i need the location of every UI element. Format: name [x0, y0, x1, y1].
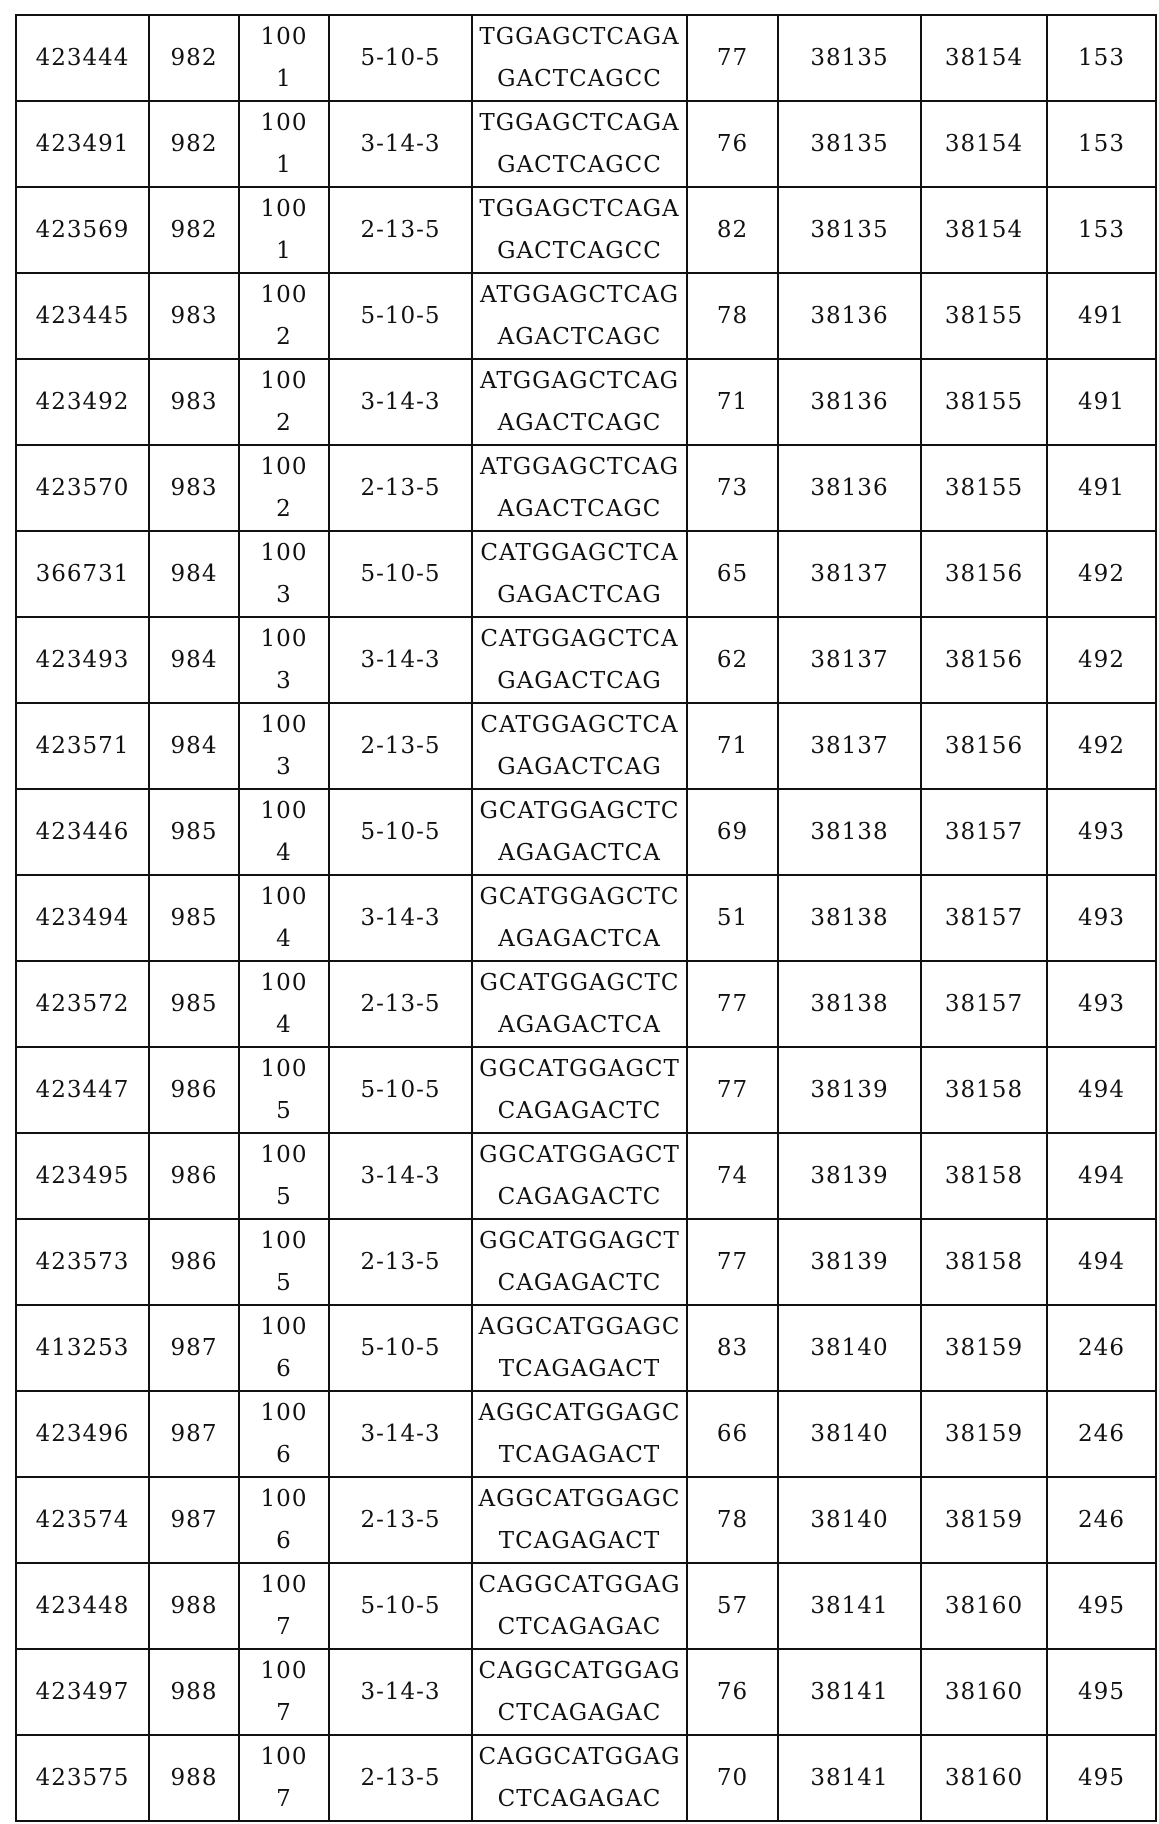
- motif-cell: 2-13-5: [329, 1219, 472, 1305]
- stop-site-line-2: 2: [276, 496, 292, 522]
- seq-id-cell: 491: [1047, 273, 1156, 359]
- table-row: [16, 1133, 1156, 1219]
- target-start-cell: 38135: [778, 15, 921, 101]
- isis-no-cell: 423575: [16, 1735, 149, 1821]
- stop-site-cell: [239, 1477, 329, 1563]
- start-site-cell: 985: [149, 961, 239, 1047]
- stop-site-cell: [239, 187, 329, 273]
- stop-site-cell: [239, 961, 329, 1047]
- motif-cell: 3-14-3: [329, 101, 472, 187]
- target-start-cell: 38140: [778, 1477, 921, 1563]
- motif-cell: 2-13-5: [329, 445, 472, 531]
- table-row: [16, 1735, 1156, 1821]
- stop-site-line-2: 3: [276, 754, 292, 780]
- sequence-cell: [472, 1477, 687, 1563]
- target-stop-cell: 38155: [921, 445, 1047, 531]
- table-row: [16, 1391, 1156, 1477]
- seq-id-cell: 492: [1047, 617, 1156, 703]
- isis-no-cell: 423493: [16, 617, 149, 703]
- sequence-line-2: GAGACTCAG: [497, 582, 662, 608]
- target-stop-cell: 38154: [921, 15, 1047, 101]
- target-start-cell: 38140: [778, 1391, 921, 1477]
- stop-site-line-2: 6: [276, 1442, 292, 1468]
- target-stop-cell: 38157: [921, 789, 1047, 875]
- target-stop-cell: 38160: [921, 1563, 1047, 1649]
- motif-cell: 3-14-3: [329, 359, 472, 445]
- table-row: [16, 961, 1156, 1047]
- sequence-line-2: AGACTCAGC: [497, 324, 662, 350]
- sequence-line-1: CAGGCATGGAG: [478, 1744, 681, 1770]
- table-body: [16, 15, 1156, 1821]
- target-start-cell: 38135: [778, 101, 921, 187]
- isis-no-cell: 423569: [16, 187, 149, 273]
- seq-id-cell: 493: [1047, 961, 1156, 1047]
- stop-site-cell: [239, 531, 329, 617]
- motif-cell: 2-13-5: [329, 1735, 472, 1821]
- sequence-cell: [472, 15, 687, 101]
- seq-id-cell: 246: [1047, 1477, 1156, 1563]
- inhibition-cell: 83: [687, 1305, 778, 1391]
- sequence-cell: [472, 273, 687, 359]
- inhibition-cell: 77: [687, 15, 778, 101]
- sequence-line-2: CTCAGAGAC: [497, 1786, 662, 1812]
- sequence-cell: [472, 101, 687, 187]
- stop-site-line-2: 4: [276, 926, 292, 952]
- target-stop-cell: 38155: [921, 359, 1047, 445]
- sequence-cell: [472, 961, 687, 1047]
- sequence-cell: [472, 1563, 687, 1649]
- start-site-cell: 988: [149, 1735, 239, 1821]
- table-row: [16, 1305, 1156, 1391]
- sequence-line-2: GACTCAGCC: [497, 238, 662, 264]
- stop-site-line-1: 100: [260, 1228, 308, 1254]
- stop-site-cell: [239, 1133, 329, 1219]
- target-stop-cell: 38154: [921, 187, 1047, 273]
- target-stop-cell: 38159: [921, 1305, 1047, 1391]
- sequence-line-1: CATGGAGCTCA: [480, 626, 679, 652]
- target-stop-cell: 38156: [921, 617, 1047, 703]
- inhibition-cell: 51: [687, 875, 778, 961]
- sequence-line-2: CTCAGAGAC: [497, 1700, 662, 1726]
- stop-site-cell: [239, 445, 329, 531]
- sequence-line-1: TGGAGCTCAGA: [479, 196, 680, 222]
- target-stop-cell: 38157: [921, 961, 1047, 1047]
- target-stop-cell: 38160: [921, 1649, 1047, 1735]
- seq-id-cell: 153: [1047, 15, 1156, 101]
- isis-no-cell: 423497: [16, 1649, 149, 1735]
- motif-cell: 3-14-3: [329, 1649, 472, 1735]
- stop-site-cell: [239, 1735, 329, 1821]
- target-stop-cell: 38158: [921, 1133, 1047, 1219]
- stop-site-cell: [239, 15, 329, 101]
- target-start-cell: 38136: [778, 273, 921, 359]
- seq-id-cell: 153: [1047, 101, 1156, 187]
- inhibition-cell: 77: [687, 1047, 778, 1133]
- seq-id-cell: 494: [1047, 1219, 1156, 1305]
- sequence-cell: [472, 1047, 687, 1133]
- motif-cell: 2-13-5: [329, 703, 472, 789]
- stop-site-line-1: 100: [260, 1314, 308, 1340]
- isis-no-cell: 423574: [16, 1477, 149, 1563]
- sequence-line-1: CATGGAGCTCA: [480, 540, 679, 566]
- sequence-line-2: AGAGACTCA: [498, 840, 661, 866]
- sequence-line-1: CATGGAGCTCA: [480, 712, 679, 738]
- start-site-cell: 987: [149, 1305, 239, 1391]
- table-row: [16, 875, 1156, 961]
- target-start-cell: 38141: [778, 1649, 921, 1735]
- stop-site-line-1: 100: [260, 196, 308, 222]
- stop-site-line-2: 2: [276, 324, 292, 350]
- start-site-cell: 988: [149, 1563, 239, 1649]
- start-site-cell: 987: [149, 1391, 239, 1477]
- stop-site-line-2: 4: [276, 1012, 292, 1038]
- target-stop-cell: 38154: [921, 101, 1047, 187]
- target-start-cell: 38136: [778, 359, 921, 445]
- seq-id-cell: 494: [1047, 1133, 1156, 1219]
- stop-site-cell: [239, 789, 329, 875]
- stop-site-line-1: 100: [260, 1744, 308, 1770]
- target-stop-cell: 38160: [921, 1735, 1047, 1821]
- start-site-cell: 985: [149, 789, 239, 875]
- sequence-line-1: AGGCATGGAGC: [478, 1486, 681, 1512]
- start-site-cell: 986: [149, 1219, 239, 1305]
- motif-cell: 5-10-5: [329, 1305, 472, 1391]
- sequence-line-2: CAGAGACTC: [497, 1184, 662, 1210]
- start-site-cell: 985: [149, 875, 239, 961]
- stop-site-line-2: 5: [276, 1184, 292, 1210]
- sequence-line-1: TGGAGCTCAGA: [479, 24, 680, 50]
- stop-site-line-1: 100: [260, 1572, 308, 1598]
- sequence-cell: [472, 1305, 687, 1391]
- start-site-cell: 982: [149, 101, 239, 187]
- table-row: [16, 445, 1156, 531]
- sequence-cell: [472, 445, 687, 531]
- target-start-cell: 38139: [778, 1219, 921, 1305]
- motif-cell: 5-10-5: [329, 1047, 472, 1133]
- inhibition-cell: 76: [687, 101, 778, 187]
- stop-site-cell: [239, 875, 329, 961]
- isis-no-cell: 423444: [16, 15, 149, 101]
- sequence-cell: [472, 531, 687, 617]
- stop-site-line-1: 100: [260, 1400, 308, 1426]
- stop-site-cell: [239, 1047, 329, 1133]
- isis-no-cell: 423447: [16, 1047, 149, 1133]
- target-stop-cell: 38158: [921, 1219, 1047, 1305]
- stop-site-line-2: 1: [276, 66, 292, 92]
- motif-cell: 3-14-3: [329, 875, 472, 961]
- inhibition-cell: 62: [687, 617, 778, 703]
- isis-no-cell: 423570: [16, 445, 149, 531]
- isis-no-cell: 423573: [16, 1219, 149, 1305]
- sequence-line-2: AGAGACTCA: [498, 1012, 661, 1038]
- sequence-line-1: GCATGGAGCTC: [479, 884, 680, 910]
- target-start-cell: 38137: [778, 531, 921, 617]
- isis-no-cell: 423448: [16, 1563, 149, 1649]
- sequence-line-2: CAGAGACTC: [497, 1270, 662, 1296]
- target-stop-cell: 38156: [921, 703, 1047, 789]
- seq-id-cell: 495: [1047, 1649, 1156, 1735]
- seq-id-cell: 493: [1047, 875, 1156, 961]
- sequence-cell: [472, 789, 687, 875]
- motif-cell: 3-14-3: [329, 617, 472, 703]
- inhibition-cell: 71: [687, 359, 778, 445]
- inhibition-cell: 82: [687, 187, 778, 273]
- isis-no-cell: 423492: [16, 359, 149, 445]
- table-row: [16, 359, 1156, 445]
- sequence-line-2: GAGACTCAG: [497, 754, 662, 780]
- seq-id-cell: 246: [1047, 1305, 1156, 1391]
- table-row: [16, 1219, 1156, 1305]
- seq-id-cell: 495: [1047, 1563, 1156, 1649]
- motif-cell: 5-10-5: [329, 1563, 472, 1649]
- sequence-cell: [472, 187, 687, 273]
- inhibition-cell: 66: [687, 1391, 778, 1477]
- target-stop-cell: 38158: [921, 1047, 1047, 1133]
- motif-cell: 2-13-5: [329, 187, 472, 273]
- sequence-line-2: AGACTCAGC: [497, 410, 662, 436]
- sequence-line-1: CAGGCATGGAG: [478, 1658, 681, 1684]
- inhibition-cell: 76: [687, 1649, 778, 1735]
- stop-site-line-1: 100: [260, 368, 308, 394]
- target-start-cell: 38138: [778, 961, 921, 1047]
- motif-cell: 5-10-5: [329, 531, 472, 617]
- motif-cell: 3-14-3: [329, 1391, 472, 1477]
- target-start-cell: 38140: [778, 1305, 921, 1391]
- inhibition-cell: 69: [687, 789, 778, 875]
- stop-site-line-2: 7: [276, 1614, 292, 1640]
- stop-site-line-1: 100: [260, 540, 308, 566]
- table-row: [16, 617, 1156, 703]
- seq-id-cell: 494: [1047, 1047, 1156, 1133]
- stop-site-line-1: 100: [260, 1142, 308, 1168]
- start-site-cell: 986: [149, 1133, 239, 1219]
- inhibition-cell: 73: [687, 445, 778, 531]
- stop-site-cell: [239, 1563, 329, 1649]
- stop-site-cell: [239, 1305, 329, 1391]
- isis-no-cell: 423571: [16, 703, 149, 789]
- sequence-line-1: TGGAGCTCAGA: [479, 110, 680, 136]
- stop-site-cell: [239, 703, 329, 789]
- isis-no-cell: 423491: [16, 101, 149, 187]
- sequence-cell: [472, 1219, 687, 1305]
- sequence-cell: [472, 703, 687, 789]
- table-row: [16, 273, 1156, 359]
- inhibition-cell: 77: [687, 961, 778, 1047]
- target-start-cell: 38137: [778, 617, 921, 703]
- stop-site-line-2: 6: [276, 1356, 292, 1382]
- stop-site-line-2: 6: [276, 1528, 292, 1554]
- sequence-line-1: GGCATGGAGCT: [479, 1142, 680, 1168]
- oligonucleotide-table: [15, 14, 1157, 1822]
- table-row: [16, 15, 1156, 101]
- sequence-line-2: AGAGACTCA: [498, 926, 661, 952]
- start-site-cell: 983: [149, 445, 239, 531]
- stop-site-line-2: 7: [276, 1700, 292, 1726]
- sequence-line-1: GCATGGAGCTC: [479, 798, 680, 824]
- isis-no-cell: 423572: [16, 961, 149, 1047]
- stop-site-line-2: 2: [276, 410, 292, 436]
- sequence-line-2: CAGAGACTC: [497, 1098, 662, 1124]
- target-start-cell: 38138: [778, 875, 921, 961]
- target-start-cell: 38139: [778, 1133, 921, 1219]
- sequence-line-1: ATGGAGCTCAG: [480, 454, 679, 480]
- stop-site-line-2: 1: [276, 238, 292, 264]
- motif-cell: 2-13-5: [329, 961, 472, 1047]
- sequence-line-2: TCAGAGACT: [498, 1442, 661, 1468]
- seq-id-cell: 246: [1047, 1391, 1156, 1477]
- target-start-cell: 38137: [778, 703, 921, 789]
- stop-site-line-1: 100: [260, 712, 308, 738]
- stop-site-line-2: 3: [276, 668, 292, 694]
- stop-site-line-1: 100: [260, 1056, 308, 1082]
- stop-site-line-1: 100: [260, 798, 308, 824]
- table-row: [16, 1563, 1156, 1649]
- table-row: [16, 1047, 1156, 1133]
- table-row: [16, 1477, 1156, 1563]
- stop-site-line-2: 5: [276, 1270, 292, 1296]
- target-start-cell: 38141: [778, 1563, 921, 1649]
- stop-site-cell: [239, 1219, 329, 1305]
- target-stop-cell: 38155: [921, 273, 1047, 359]
- stop-site-line-2: 4: [276, 840, 292, 866]
- seq-id-cell: 491: [1047, 445, 1156, 531]
- stop-site-cell: [239, 101, 329, 187]
- seq-id-cell: 493: [1047, 789, 1156, 875]
- inhibition-cell: 70: [687, 1735, 778, 1821]
- target-stop-cell: 38159: [921, 1477, 1047, 1563]
- isis-no-cell: 413253: [16, 1305, 149, 1391]
- inhibition-cell: 78: [687, 273, 778, 359]
- motif-cell: 5-10-5: [329, 789, 472, 875]
- isis-no-cell: 423445: [16, 273, 149, 359]
- table-row: [16, 703, 1156, 789]
- table-row: [16, 1649, 1156, 1735]
- sequence-line-2: TCAGAGACT: [498, 1528, 661, 1554]
- stop-site-cell: [239, 359, 329, 445]
- stop-site-cell: [239, 273, 329, 359]
- sequence-line-2: AGACTCAGC: [497, 496, 662, 522]
- motif-cell: 3-14-3: [329, 1133, 472, 1219]
- seq-id-cell: 153: [1047, 187, 1156, 273]
- table-row: [16, 789, 1156, 875]
- sequence-line-1: GCATGGAGCTC: [479, 970, 680, 996]
- isis-no-cell: 423494: [16, 875, 149, 961]
- target-start-cell: 38141: [778, 1735, 921, 1821]
- inhibition-cell: 77: [687, 1219, 778, 1305]
- sequence-cell: [472, 1133, 687, 1219]
- start-site-cell: 984: [149, 703, 239, 789]
- start-site-cell: 984: [149, 531, 239, 617]
- target-stop-cell: 38157: [921, 875, 1047, 961]
- start-site-cell: 987: [149, 1477, 239, 1563]
- stop-site-line-1: 100: [260, 110, 308, 136]
- stop-site-line-2: 3: [276, 582, 292, 608]
- inhibition-cell: 57: [687, 1563, 778, 1649]
- sequence-line-1: CAGGCATGGAG: [478, 1572, 681, 1598]
- sequence-line-2: TCAGAGACT: [498, 1356, 661, 1382]
- target-start-cell: 38138: [778, 789, 921, 875]
- sequence-line-2: GAGACTCAG: [497, 668, 662, 694]
- target-start-cell: 38139: [778, 1047, 921, 1133]
- sequence-cell: [472, 1391, 687, 1477]
- start-site-cell: 984: [149, 617, 239, 703]
- target-stop-cell: 38159: [921, 1391, 1047, 1477]
- sequence-line-1: GGCATGGAGCT: [479, 1056, 680, 1082]
- table-row: [16, 531, 1156, 617]
- motif-cell: 5-10-5: [329, 15, 472, 101]
- sequence-line-1: AGGCATGGAGC: [478, 1314, 681, 1340]
- sequence-line-1: ATGGAGCTCAG: [480, 282, 679, 308]
- seq-id-cell: 491: [1047, 359, 1156, 445]
- sequence-line-2: GACTCAGCC: [497, 66, 662, 92]
- start-site-cell: 988: [149, 1649, 239, 1735]
- stop-site-line-1: 100: [260, 626, 308, 652]
- start-site-cell: 986: [149, 1047, 239, 1133]
- stop-site-line-2: 7: [276, 1786, 292, 1812]
- isis-no-cell: 423496: [16, 1391, 149, 1477]
- isis-no-cell: 423446: [16, 789, 149, 875]
- isis-no-cell: 366731: [16, 531, 149, 617]
- stop-site-cell: [239, 1391, 329, 1477]
- seq-id-cell: 492: [1047, 531, 1156, 617]
- inhibition-cell: 65: [687, 531, 778, 617]
- stop-site-line-2: 1: [276, 152, 292, 178]
- stop-site-cell: [239, 617, 329, 703]
- sequence-line-1: ATGGAGCTCAG: [480, 368, 679, 394]
- stop-site-line-1: 100: [260, 884, 308, 910]
- target-start-cell: 38136: [778, 445, 921, 531]
- start-site-cell: 983: [149, 273, 239, 359]
- motif-cell: 2-13-5: [329, 1477, 472, 1563]
- inhibition-cell: 74: [687, 1133, 778, 1219]
- sequence-line-1: GGCATGGAGCT: [479, 1228, 680, 1254]
- start-site-cell: 982: [149, 15, 239, 101]
- stop-site-line-2: 5: [276, 1098, 292, 1124]
- stop-site-line-1: 100: [260, 1658, 308, 1684]
- stop-site-line-1: 100: [260, 454, 308, 480]
- isis-no-cell: 423495: [16, 1133, 149, 1219]
- sequence-cell: [472, 359, 687, 445]
- seq-id-cell: 495: [1047, 1735, 1156, 1821]
- sequence-cell: [472, 1735, 687, 1821]
- start-site-cell: 982: [149, 187, 239, 273]
- stop-site-line-1: 100: [260, 970, 308, 996]
- inhibition-cell: 71: [687, 703, 778, 789]
- stop-site-line-1: 100: [260, 282, 308, 308]
- sequence-cell: [472, 1649, 687, 1735]
- start-site-cell: 983: [149, 359, 239, 445]
- stop-site-line-1: 100: [260, 1486, 308, 1512]
- inhibition-cell: 78: [687, 1477, 778, 1563]
- stop-site-cell: [239, 1649, 329, 1735]
- table-row: [16, 101, 1156, 187]
- table-row: [16, 187, 1156, 273]
- target-stop-cell: 38156: [921, 531, 1047, 617]
- target-start-cell: 38135: [778, 187, 921, 273]
- motif-cell: 5-10-5: [329, 273, 472, 359]
- sequence-line-1: AGGCATGGAGC: [478, 1400, 681, 1426]
- sequence-cell: [472, 617, 687, 703]
- sequence-line-2: CTCAGAGAC: [497, 1614, 662, 1640]
- stop-site-line-1: 100: [260, 24, 308, 50]
- sequence-cell: [472, 875, 687, 961]
- seq-id-cell: 492: [1047, 703, 1156, 789]
- sequence-line-2: GACTCAGCC: [497, 152, 662, 178]
